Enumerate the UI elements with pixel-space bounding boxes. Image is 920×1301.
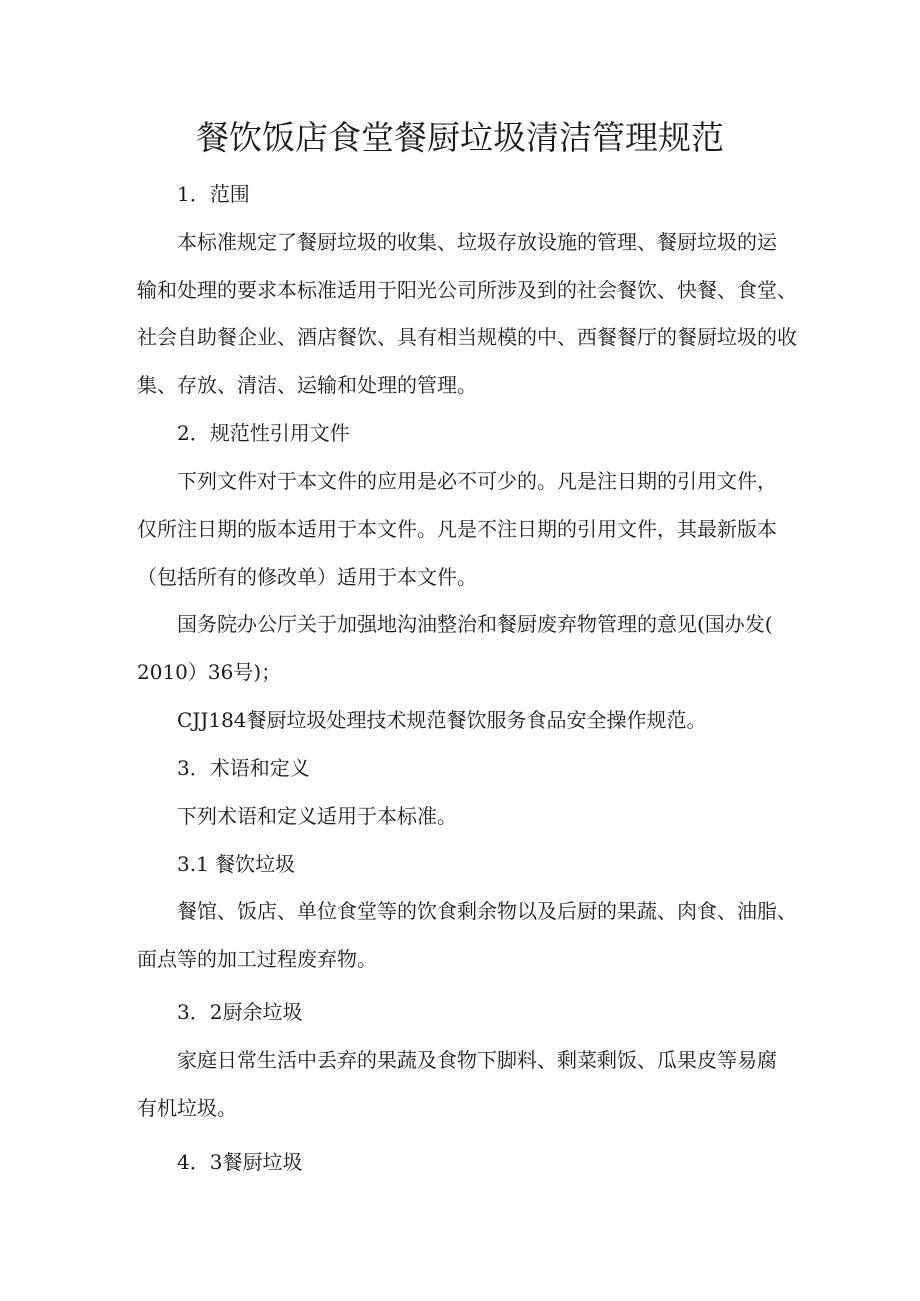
paragraph-line: 餐馆、饭店、单位食堂等的饮食剩余物以及后厨的果蔬、肉食、油脂、	[177, 899, 797, 923]
section-heading-terms: 3．术语和定义	[177, 756, 310, 780]
paragraph-line: 有机垃圾。	[137, 1096, 237, 1120]
paragraph-line: 下列术语和定义适用于本标准。	[177, 804, 457, 828]
document-title: 餐饮饭店食堂餐厨垃圾清洁管理规范	[196, 118, 724, 157]
subsection-heading-kitchen-waste: 3．2厨余垃圾	[177, 1000, 303, 1024]
paragraph-line: 输和处理的要求本标准适用于阳光公司所涉及到的社会餐饮、快餐、食堂、	[137, 278, 797, 302]
paragraph-line: 本标准规定了餐厨垃圾的收集、垃圾存放设施的管理、餐厨垃圾的运	[177, 230, 777, 254]
paragraph-line: 面点等的加工过程废弃物。	[137, 947, 377, 971]
paragraph-line: 国务院办公厅关于加强地沟油整治和餐厨废弃物管理的意见(国办发(	[177, 612, 773, 636]
paragraph-line: 家庭日常生活中丢弃的果蔬及食物下脚料、剩菜剩饭、瓜果皮等易腐	[177, 1048, 777, 1072]
section-heading-references: 2．规范性引用文件	[177, 421, 350, 445]
subsection-heading-food-waste: 4．3餐厨垃圾	[177, 1150, 303, 1174]
paragraph-line: （包括所有的修改单）适用于本文件。	[137, 565, 477, 589]
paragraph-line: 社会自助餐企业、酒店餐饮、具有相当规模的中、西餐餐厅的餐厨垃圾的收	[137, 325, 797, 349]
paragraph-line: 2010）36号)；	[137, 660, 282, 684]
paragraph-line: CJJ184餐厨垃圾处理技术规范餐饮服务食品安全操作规范。	[177, 708, 707, 732]
section-heading-scope: 1．范围	[177, 182, 250, 206]
paragraph-line: 下列文件对于本文件的应用是必不可少的。凡是注日期的引用文件，	[177, 469, 777, 493]
subsection-heading-catering-waste: 3.1 餐饮垃圾	[177, 852, 296, 876]
paragraph-line: 集、存放、清洁、运输和处理的管理。	[137, 373, 477, 397]
paragraph-line: 仅所注日期的版本适用于本文件。凡是不注日期的引用文件，其最新版本	[137, 517, 777, 541]
